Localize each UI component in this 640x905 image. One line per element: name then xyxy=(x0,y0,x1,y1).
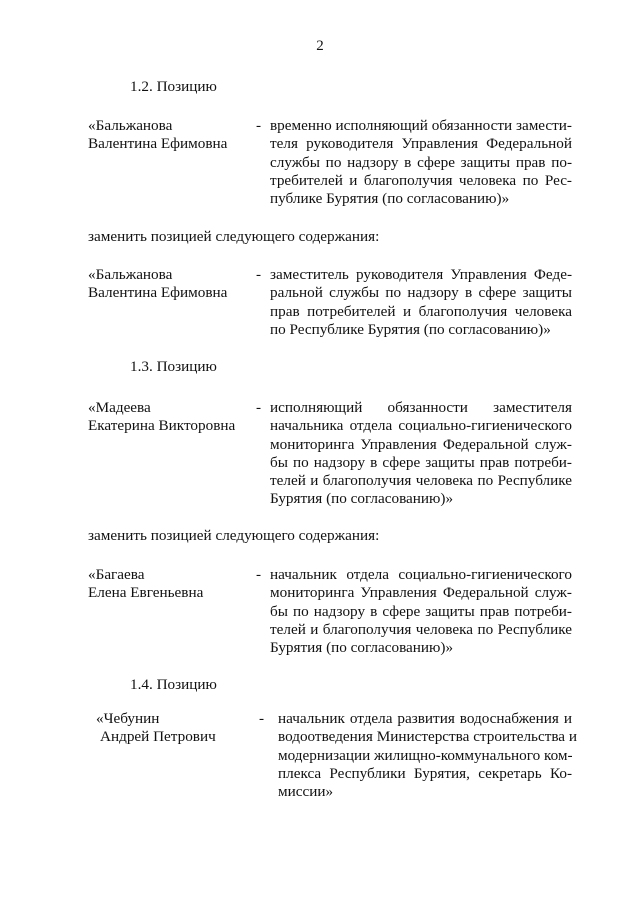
replace-phrase: заменить позицией следующего содержания: xyxy=(88,527,380,544)
position-description: временно исполняющий обязанности замести- теля руководителя Управления Федеральной службы по надзору в сфере защиты прав по- требителей и благополучия человека по Рес- публике Бурятия (по согласованию)» xyxy=(270,117,572,208)
dash-separator: - xyxy=(259,710,265,727)
dash-separator: - xyxy=(256,399,262,416)
dash-separator: - xyxy=(256,266,262,283)
page-number: 2 xyxy=(316,38,324,54)
section-heading-1-4: 1.4. Позицию xyxy=(130,676,217,693)
replace-phrase: заменить позицией следующего содержания: xyxy=(88,228,380,245)
position-description: заместитель руководителя Управления Феде- ральной службы по надзору в сфере защиты прав потребителей и благополучия человека по Республике Бурятия (по согласованию)» xyxy=(270,266,572,338)
person-name: «Бальжанова Валентина Ефимовна xyxy=(88,117,228,153)
position-description: исполняющий обязанности заместителя начальника отдела социально-гигиенического мониторинга Управления Федеральной служ- бы по надзору в сфере защиты прав потреби- телей и благополучия человека по Республике Бурятия (по согласованию)» xyxy=(270,399,572,508)
position-description: начальник отдела социально-гигиенического мониторинга Управления Федеральной служ- бы по надзору в сфере защиты прав потреби- телей и благополучия человека по Республике Бурятия (по согласованию)» xyxy=(270,566,572,657)
dash-separator: - xyxy=(256,566,262,583)
person-name: «Чебунин Андрей Петрович xyxy=(96,710,216,746)
person-name: «Мадеева Екатерина Викторовна xyxy=(88,399,236,435)
person-name: «Багаева Елена Евгеньевна xyxy=(88,566,204,602)
section-heading-1-3: 1.3. Позицию xyxy=(130,358,217,375)
section-heading-1-2: 1.2. Позицию xyxy=(130,78,217,95)
person-name: «Бальжанова Валентина Ефимовна xyxy=(88,266,228,302)
position-description: начальник отдела развития водоснабжения и водоотведения Министерства строительства и модернизации жилищно-коммунального ком- плекса Республики Бурятия, секретарь Ко- миссии» xyxy=(278,710,577,801)
dash-separator: - xyxy=(256,117,262,134)
